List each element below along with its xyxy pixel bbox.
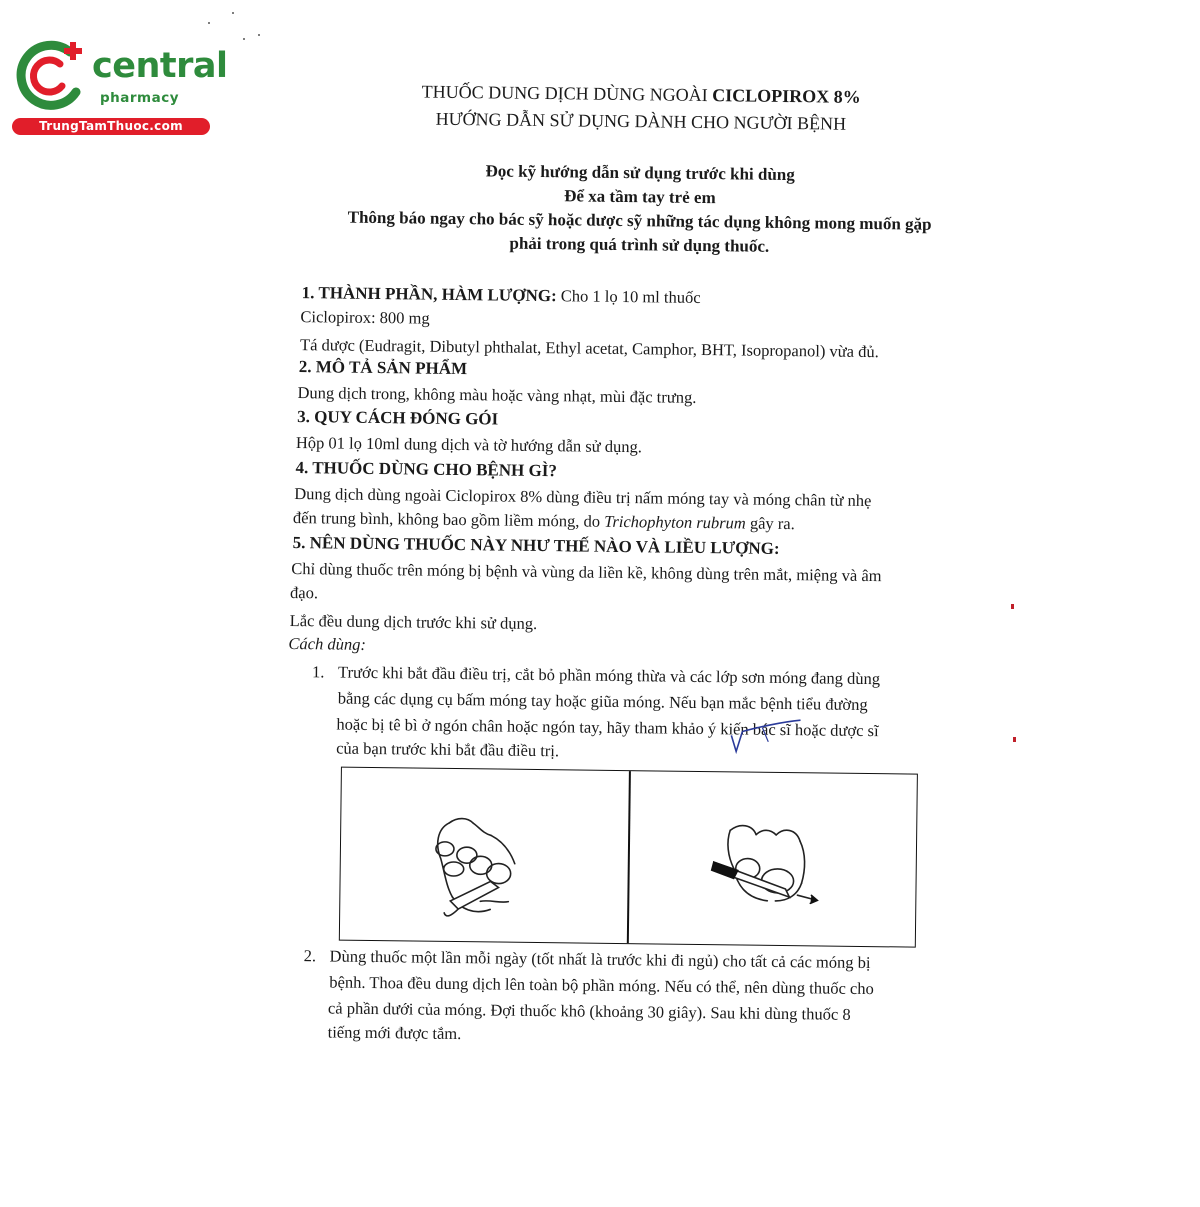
brand-website: TrungTamThuoc.com: [12, 118, 210, 135]
section-5-line1: Chỉ dùng thuốc trên móng bị bệnh và vùng da liền kề, không dùng trên mắt, miệng và âm: [291, 558, 882, 586]
scan-red-mark: [1013, 737, 1016, 742]
step-2-number: 2.: [303, 946, 317, 966]
step-1-line4: của bạn trước khi bắt đầu điều trị.: [336, 738, 560, 761]
handwritten-mark-icon: [726, 717, 806, 758]
section-1-title: 1. THÀNH PHẦN, HÀM LƯỢNG:: [301, 283, 557, 306]
brand-subtitle: pharmacy: [100, 90, 180, 106]
usage-label: Cách dùng:: [288, 633, 367, 654]
product-name: CICLOPIROX 8%: [712, 85, 861, 107]
step-1-number: 1.: [311, 662, 325, 682]
step-1-line3: hoặc bị tê bì ở ngón chân hoặc ngón tay, hãy tham khảo ý kiến bác sĩ hoặc dược sĩ: [336, 714, 879, 741]
brand-name: central: [92, 46, 228, 86]
section-2-title: 2. MÔ TẢ SẢN PHẨM: [298, 357, 468, 379]
step-2-line2: bệnh. Thoa đều dung dịch lên toàn bộ phần móng. Nếu có thể, nên dùng thuốc cho: [329, 972, 874, 999]
nail-file-illustration-icon: [629, 771, 917, 946]
step-1-line2: bằng các dụng cụ bấm móng tay hoặc giũa móng. Nếu bạn mắc bệnh tiểu đường: [337, 688, 868, 715]
title-prefix: THUỐC DUNG DỊCH DÙNG NGOÀI: [421, 81, 708, 106]
warning-report-side-effects: Thông báo ngay cho bác sỹ hoặc dược sỹ những tác dụng không mong muốn gặp: [347, 207, 932, 234]
warning-read-instructions: Đọc kỹ hướng dẫn sử dụng trước khi dùng: [485, 161, 795, 185]
step-2-line3: cả phần dưới của móng. Đợi thuốc khô (khoảng 30 giây). Sau khi dùng thuốc 8: [327, 998, 851, 1024]
section-1-intro: Cho 1 lọ 10 ml thuốc: [560, 286, 701, 307]
scan-red-mark: [1011, 604, 1014, 609]
document-subtitle: HƯỚNG DẪN SỬ DỤNG DÀNH CHO NGƯỜI BỆNH: [435, 108, 847, 134]
section-4-line1: Dung dịch dùng ngoài Ciclopirox 8% dùng điều trị nấm móng tay và móng chân từ nhẹ: [294, 484, 872, 511]
step-1-line1: Trước khi bắt đầu điều trị, cắt bỏ phần móng thừa và các lớp sơn móng đang dùng: [337, 662, 881, 689]
figure-left-panel: [340, 768, 628, 943]
section-5-line2: đạo.: [289, 582, 319, 603]
section-3-title: 3. QUY CÁCH ĐÓNG GÓI: [297, 407, 499, 429]
section-4-line2-a: đến trung bình, không bao gồm liềm móng, do: [292, 507, 601, 531]
section-3-text: Hộp 01 lọ 10ml dung dịch và tờ hướng dẫn sử dụng.: [295, 433, 643, 457]
step-2-line1: Dùng thuốc một lần mỗi ngày (tốt nhất là trước khi đi ngủ) cho tất cả các móng bị: [329, 946, 871, 973]
illustration-box: [339, 767, 918, 948]
section-1-active: Ciclopirox: 800 mg: [300, 307, 430, 328]
section-4-line2-b: gây ra.: [749, 513, 795, 534]
step-2-line4: tiếng mới được tắm.: [327, 1022, 462, 1044]
section-1-excipients: Tá dược (Eudragit, Dibutyl phthalat, Ethyl acetat, Camphor, BHT, Isopropanol) vừa đủ.: [299, 335, 879, 362]
section-2-text: Dung dịch trong, không màu hoặc vàng nhạt, mùi đặc trưng.: [297, 383, 697, 407]
section-4-title: 4. THUỐC DÙNG CHO BỆNH GÌ?: [295, 458, 558, 481]
species-name: Trichophyton rubrum: [604, 511, 746, 533]
figure-right-panel: [629, 771, 917, 946]
warning-keep-from-children: Để xa tầm tay trẻ em: [564, 186, 716, 208]
section-5-line3: Lắc đều dung dịch trước khi sử dụng.: [289, 610, 538, 633]
section-5-title: 5. NÊN DÙNG THUỐC NÀY NHƯ THẾ NÀO VÀ LIỀU LƯỢNG:: [292, 532, 780, 558]
toenail-clipper-illustration-icon: [340, 768, 628, 943]
warning-report-side-effects-cont: phải trong quá trình sử dụng thuốc.: [509, 233, 770, 256]
